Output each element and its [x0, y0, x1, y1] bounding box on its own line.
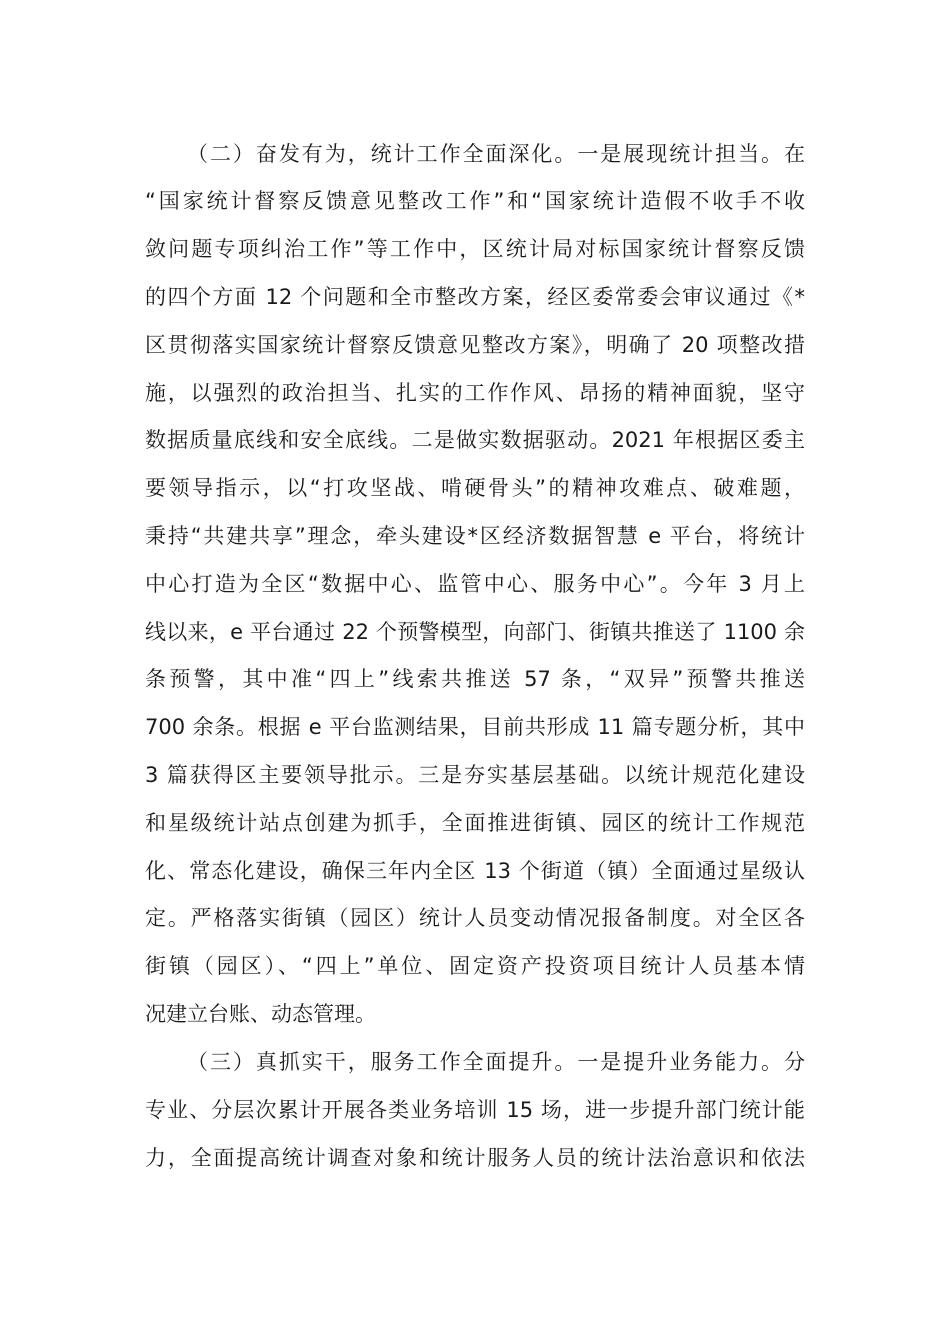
paragraph-2-line-1: （二）奋发有为，统计工作全面深化。一是展现统计担当。在 [187, 142, 805, 166]
paragraph-2-line-17: 定。严格落实街镇（园区）统计人员变动情况报备制度。对全区各 [145, 906, 805, 930]
paragraph-2-line-19: 况建立台账、动态管理。 [145, 1002, 376, 1026]
paragraph-2-line-12: 条预警，其中准“四上”线索共推送 57 条，“双异”预警共推送 [145, 667, 805, 691]
paragraph-2-line-14: 3 篇获得区主要领导批示。三是夯实基层基础。以统计规范化建设 [145, 763, 805, 787]
paragraph-2-line-4: 的四个方面 12 个问题和全市整改方案，经区委常委会审议通过《* [145, 285, 805, 309]
paragraph-3-line-1: （三）真抓实干，服务工作全面提升。一是提升业务能力。分 [187, 1050, 805, 1074]
paragraph-2-line-16: 化、常态化建设，确保三年内全区 13 个街道（镇）全面通过星级认 [145, 859, 805, 883]
paragraph-2-line-5: 区贯彻落实国家统计督察反馈意见整改方案》，明确了 20 项整改措 [145, 333, 805, 357]
paragraph-2-line-7: 数据质量底线和安全底线。二是做实数据驱动。2021 年根据区委主 [145, 428, 805, 452]
paragraph-3-line-2: 专业、分层次累计开展各类业务培训 15 场，进一步提升部门统计能 [145, 1098, 805, 1122]
paragraph-2-line-2: “国家统计督察反馈意见整改工作”和“国家统计造假不收手不收 [145, 189, 805, 213]
paragraph-2-line-15: 和星级统计站点创建为抓手，全面推进街镇、园区的统计工作规范 [145, 811, 805, 835]
paragraph-2-line-13: 700 余条。根据 e 平台监测结果，目前共形成 11 篇专题分析，其中 [145, 715, 805, 739]
paragraph-2-line-3: 敛问题专项纠治工作”等工作中，区统计局对标国家统计督察反馈 [145, 237, 805, 261]
paragraph-2-line-9: 秉持“共建共享”理念，牵头建设*区经济数据智慧 e 平台，将统计 [145, 524, 805, 548]
paragraph-2-line-10: 中心打造为全区“数据中心、监管中心、服务中心”。今年 3 月上 [145, 572, 805, 596]
paragraph-2-line-18: 街镇（园区）、“四上”单位、固定资产投资项目统计人员基本情 [145, 954, 805, 978]
paragraph-3-line-3: 力，全面提高统计调查对象和统计服务人员的统计法治意识和依法 [145, 1146, 805, 1170]
paragraph-2-line-6: 施，以强烈的政治担当、扎实的工作作风、昂扬的精神面貌，坚守 [145, 381, 805, 405]
paragraph-2-line-8: 要领导指示，以“打攻坚战、啃硬骨头”的精神攻难点、破难题， [145, 476, 805, 500]
paragraph-2-line-11: 线以来，e 平台通过 22 个预警模型，向部门、街镇共推送了 1100 余 [145, 620, 805, 644]
